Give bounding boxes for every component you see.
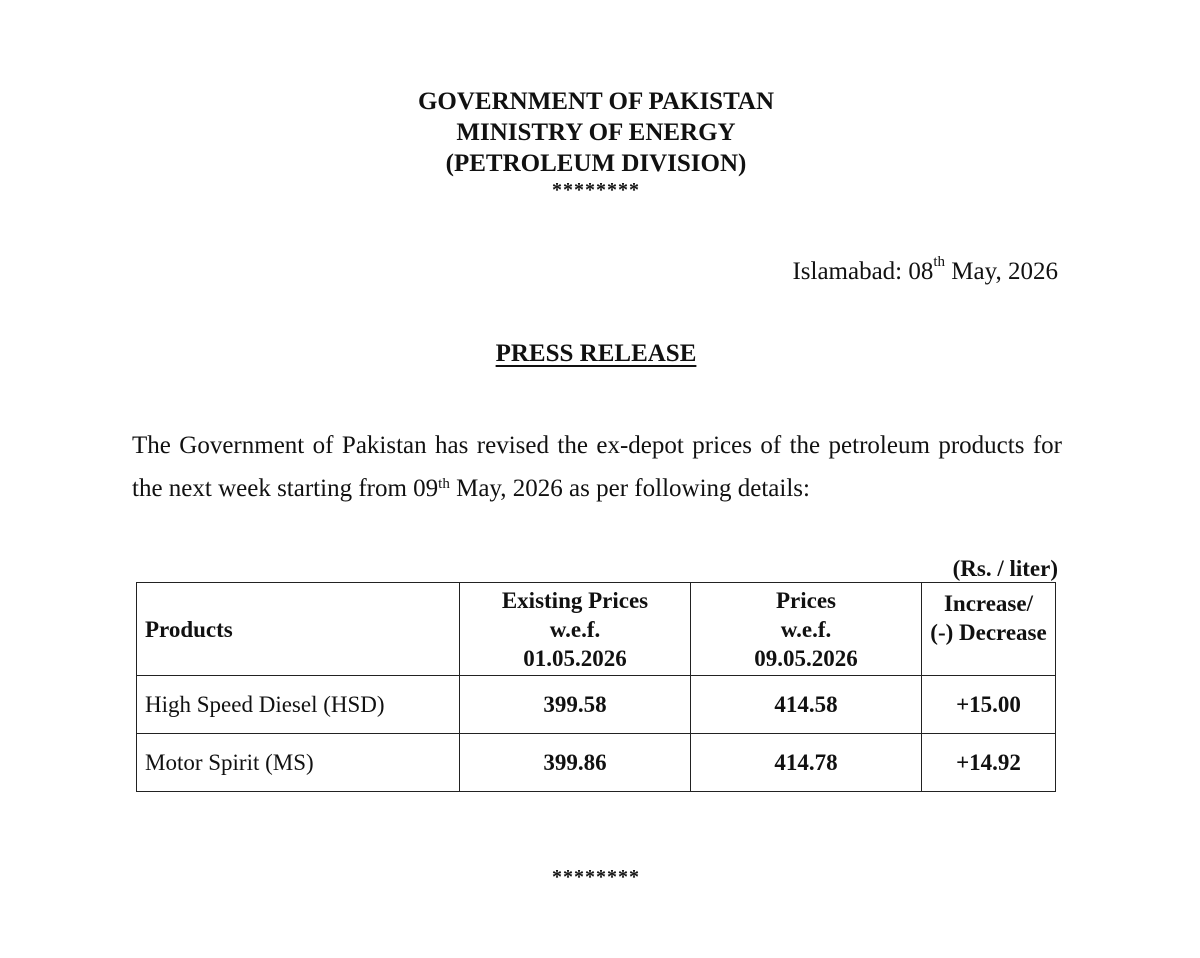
header-products: Products bbox=[137, 583, 460, 676]
table-header-row bbox=[137, 583, 1056, 676]
header-new-prices bbox=[691, 583, 922, 676]
row-change: +14.92 bbox=[922, 734, 1056, 792]
letterhead-separator: ******** bbox=[552, 179, 640, 201]
body-part-2: May, 2026 as per following details: bbox=[449, 475, 810, 502]
body-ordinal: th bbox=[438, 476, 450, 492]
row-existing-price: 399.86 bbox=[460, 734, 691, 792]
table-unit-label: (Rs. / liter) bbox=[952, 556, 1058, 581]
row-new-price: 414.78 bbox=[691, 734, 922, 792]
row-change: +15.00 bbox=[922, 676, 1056, 734]
letterhead-government: GOVERNMENT OF PAKISTAN bbox=[417, 88, 775, 115]
document-title bbox=[0, 340, 1192, 368]
table-row bbox=[137, 676, 1056, 734]
header-change-line2: (-) Decrease bbox=[930, 620, 1047, 645]
row-product: Motor Spirit (MS) bbox=[137, 734, 460, 792]
header-change bbox=[922, 583, 1056, 676]
letterhead-division: (PETROLEUM DIVISION) bbox=[445, 150, 747, 177]
footer-separator: ******** bbox=[552, 866, 640, 888]
dateline-prefix: Islamabad: 08 bbox=[792, 258, 934, 285]
header-new-line2: w.e.f. bbox=[780, 616, 832, 642]
header-existing-line1: Existing Prices bbox=[501, 587, 649, 613]
header-new-line3: 09.05.2026 bbox=[754, 645, 858, 671]
row-new-price: 414.58 bbox=[691, 676, 922, 734]
dateline bbox=[792, 254, 1058, 286]
document-title-text: PRESS RELEASE bbox=[495, 340, 697, 367]
price-table bbox=[136, 582, 1056, 792]
table-row bbox=[137, 734, 1056, 792]
letterhead-ministry: MINISTRY OF ENERGY bbox=[456, 119, 736, 146]
header-existing-prices bbox=[460, 583, 691, 676]
row-product: High Speed Diesel (HSD) bbox=[137, 676, 460, 734]
body-part-1: The Government of Pakistan has revised the ex-depot prices of the petroleum products for the next week starting from 09 bbox=[132, 432, 1062, 502]
header-existing-line2: w.e.f. bbox=[549, 616, 601, 642]
header-change-line1: Increase/ bbox=[943, 591, 1033, 616]
header-new-line1: Prices bbox=[775, 587, 836, 613]
dateline-suffix: May, 2026 bbox=[945, 258, 1058, 285]
body-paragraph bbox=[132, 424, 1062, 510]
letterhead bbox=[0, 86, 1192, 201]
dateline-ordinal: th bbox=[933, 254, 946, 270]
row-existing-price: 399.58 bbox=[460, 676, 691, 734]
header-existing-line3: 01.05.2026 bbox=[523, 645, 627, 671]
